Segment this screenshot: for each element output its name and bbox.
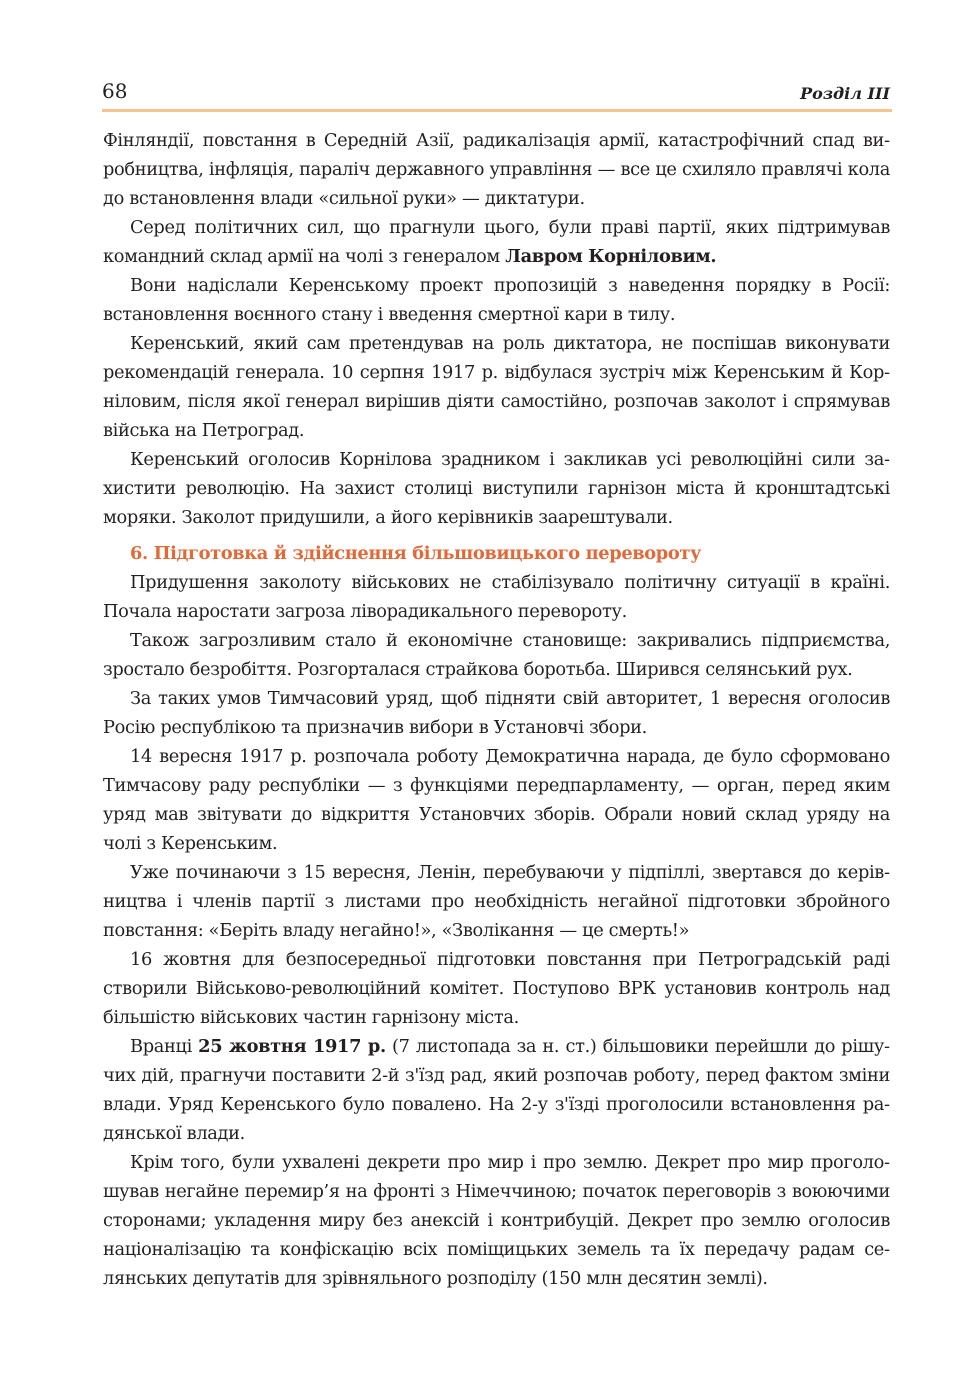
paragraph: За таких умов Тимчасовий уряд, щоб підняти свій авторитет, 1 вересня оголосив Росію республікою та призначив вибори в Установчі збори. (103, 688, 890, 738)
paragraph-text: Вранці (130, 1036, 199, 1057)
section-heading: 6. Підготовка й здійснення більшовицького перевороту (130, 543, 702, 564)
paragraph (103, 1032, 890, 1148)
page-number: 68 (102, 79, 128, 103)
paragraph: Крім того, були ухвалені декрети про мир і про землю. Декрет про мир проголошував негайне перемир’я на фронті з Німеччиною; початок переговорів з воюючими сторонами; укладення миру без анексій і контрибуцій. Декрет про землю оголосив націоналізацію та конфіскацію всіх поміщицьких земель та їх передачу радам селянських депутатів для зрівняльного розподілу (150 млн десятин землі). (103, 1152, 890, 1289)
paragraph: 16 жовтня для безпосередньої підготовки повстання при Петроградській раді створили Військово-революційний комітет. Поступово ВРК установив контроль над більшістю військових частин гарнізону міста. (103, 949, 890, 1028)
paragraph: 14 вересня 1917 р. розпочала роботу Демократична нарада, де було сформовано Тимчасову раду республіки — з функціями передпарламенту, — орган, перед яким уряд мав звітувати до відкриття Установчих зборів. Обрали новий склад уряду на чолі з Керенським. (103, 746, 890, 854)
page-header (102, 78, 892, 108)
paragraph-text: (7 листопада за н. ст.) більшовики перейшли до рішучих дій, прагнучи поставити 2-й з'їзд рад, який розпочав роботу, перед фактом зміни влади. Уряд Керенського було повалено. На 2-у з'їзді проголосили встановлення радянської влади. (103, 1036, 890, 1144)
paragraph: Уже починаючи з 15 вересня, Ленін, перебуваючи у підпіллі, звертався до керівництва і членів партії з листами про необхідність негайної підготовки збройного повстання: «Беріть владу негайно!», «Зволікання — це смерть!» (103, 862, 890, 941)
bold-date: 25 жовтня 1917 р. (198, 1036, 386, 1057)
paragraph-text: Серед політичних сил, що прагнули цього, були праві партії, яких підтримував командний склад армії на чолі з генералом (103, 217, 890, 267)
paragraph: Керенський оголосив Корнілова зрадником і закликав усі революційні сили захистити революцію. На захист столиці виступили гарнізон міста й кронштадтські моряки. Заколот придушили, а його керівників заарештували. (103, 449, 890, 528)
paragraph: Керенський, який сам претендував на роль диктатора, не поспішав виконувати рекомендацій генерала. 10 серпня 1917 р. відбулася зустріч між Керенським й Корніловим, після якої генерал вирішив діяти самостійно, розпочав заколот і спрямував війська на Петроград. (103, 333, 890, 441)
paragraph: Вони надіслали Керенському проект пропозицій з наведення порядку в Росії: встановлення воєнного стану і введення смертної кари в тилу. (103, 275, 890, 325)
header-divider (102, 109, 892, 112)
paragraph: Також загрозливим стало й економічне становище: закривались підприємства, зростало безробіття. Розгорталася страйкова боротьба. Ширився селянський рух. (103, 630, 890, 680)
paragraph (103, 213, 890, 271)
paragraph: Придушення заколоту військових не стабілізувало політичну ситуації в країні. Почала наростати загроза ліворадикального перевороту. (103, 572, 890, 622)
section-title: Розділ III (800, 84, 890, 103)
paragraph: Фінляндії, повстання в Середній Азії, радикалізація армії, катастрофічний спад виробництва, інфляція, параліч державного управління — все це схиляло правлячі кола до встановлення влади «сильної руки» — диктатури. (103, 130, 890, 209)
page-body (103, 126, 890, 1293)
bold-name: Лавром Корніловим. (505, 246, 717, 267)
